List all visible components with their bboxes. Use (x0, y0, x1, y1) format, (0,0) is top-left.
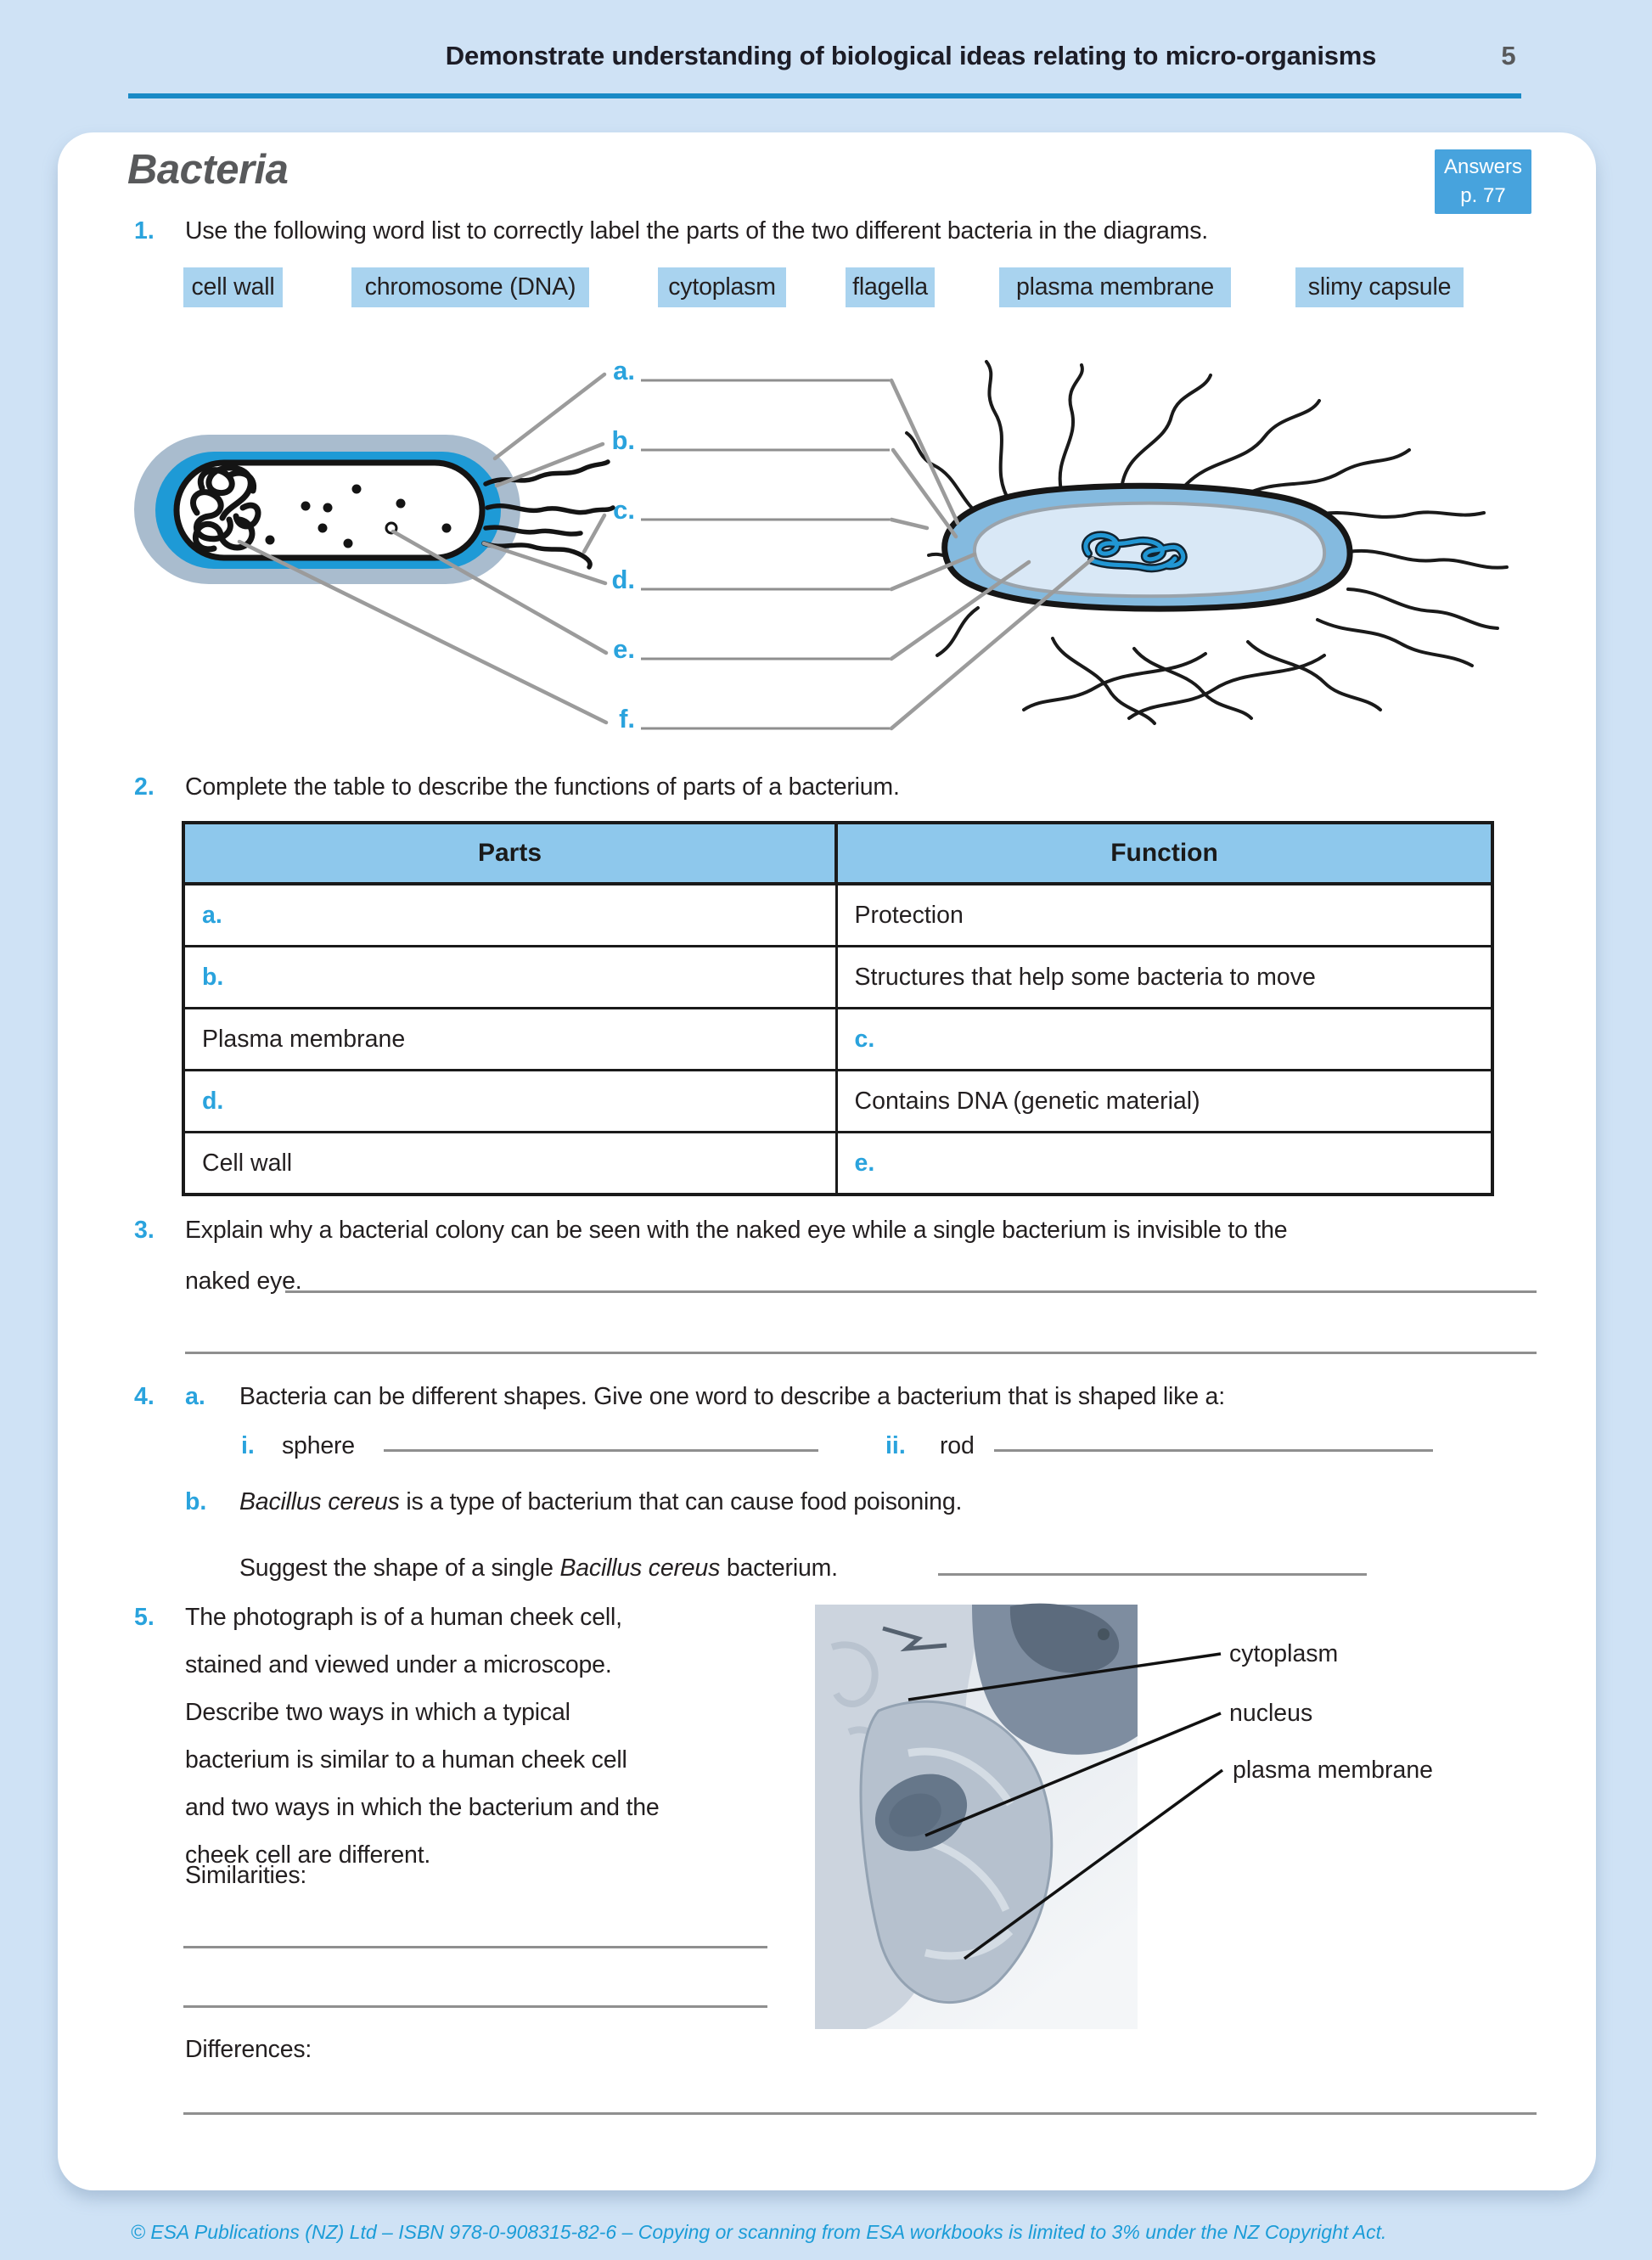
q2-text: Complete the table to describe the functions of parts of a bacterium. (185, 773, 900, 801)
photo-label-plasma-membrane: plasma membrane (1233, 1757, 1434, 1784)
table-cell-part-b[interactable]: b. (183, 947, 836, 1009)
table-header-row (183, 823, 1492, 884)
table-cell-function-e[interactable]: e. (836, 1133, 1492, 1195)
q5-text-line5: and two ways in which the bacterium and the (185, 1794, 660, 1821)
word-chip-plasma-membrane: plasma membrane (999, 267, 1231, 307)
header-rule (128, 93, 1521, 98)
page-title: Bacteria (127, 147, 289, 193)
q1-number: 1. (134, 217, 155, 245)
table-cell-function-c[interactable]: c. (836, 1009, 1492, 1071)
table-cell-function-dna: Contains DNA (genetic material) (836, 1071, 1492, 1133)
q5-similarities-label: Similarities: (185, 1862, 307, 1889)
table-row (183, 1071, 1492, 1133)
q1-label-d: d. (611, 565, 635, 594)
q2-number: 2. (134, 773, 155, 801)
table-row (183, 1133, 1492, 1195)
q1-label-c: c. (613, 495, 635, 525)
photo-label-cytoplasm: cytoplasm (1229, 1640, 1339, 1667)
q4a-i-label: i. (241, 1432, 255, 1459)
word-chip-cell-wall: cell wall (183, 267, 283, 307)
cheek-cell-photo-image (815, 1604, 1138, 2029)
table-cell-part-a[interactable]: a. (183, 884, 836, 947)
q4a-i-answer-line[interactable] (384, 1430, 818, 1452)
q4b-species-italic: Bacillus cereus (239, 1488, 400, 1515)
page-header-title: Demonstrate understanding of biological ideas relating to micro-organisms (445, 41, 1377, 70)
q4b-line2 (239, 1554, 838, 1583)
q4b-line2-species-italic: Bacillus cereus (559, 1554, 721, 1582)
table-row (183, 884, 1492, 947)
q4b-line2-post: bacterium. (720, 1554, 838, 1582)
page-number: 5 (1501, 41, 1516, 70)
q3-number: 3. (134, 1217, 155, 1244)
q1-label-a: a. (613, 356, 635, 385)
q4a-text: Bacteria can be different shapes. Give one word to describe a bacterium that is shaped like a: (239, 1383, 1225, 1410)
q5-text-line2: stained and viewed under a microscope. (185, 1651, 612, 1678)
q3-text-line2: naked eye. (185, 1268, 302, 1295)
q4b-label: b. (185, 1488, 207, 1515)
q5-differences-line[interactable] (183, 2091, 1537, 2115)
word-chip-flagella: flagella (846, 267, 935, 307)
table-row (183, 1009, 1492, 1071)
q4a-i-word: sphere (282, 1432, 355, 1459)
word-chip-cytoplasm: cytoplasm (658, 267, 786, 307)
q4a-ii-label: ii. (885, 1432, 906, 1459)
q4b-text-rest: is a type of bacterium that can cause food poisoning. (399, 1488, 963, 1515)
q1-label-f: f. (619, 704, 635, 734)
q5-similarities-line-1[interactable] (183, 1925, 767, 1948)
footer-copyright-text: © ESA Publications (NZ) Ltd – ISBN 978-0-908315-82-6 – Copying or scanning from ESA workbooks is limited to 3% under the NZ Copyright Act. (131, 2221, 1387, 2243)
q5-text-line3: Describe two ways in which a typical (185, 1699, 570, 1726)
q4a-label: a. (185, 1383, 205, 1410)
q4b-answer-line[interactable] (938, 1554, 1367, 1576)
q1-text: Use the following word list to correctly label the parts of the two different bacteria in the diagrams. (185, 217, 1208, 245)
q5-text-line4: bacterium is similar to a human cheek cell (185, 1746, 627, 1774)
q3-text-line1: Explain why a bacterial colony can be seen with the naked eye while a single bacterium is invisible to the (185, 1217, 1288, 1244)
q5-number: 5. (134, 1604, 155, 1631)
table-cell-function-protection: Protection (836, 884, 1492, 947)
q3-answer-line-1[interactable] (285, 1269, 1537, 1293)
word-chip-slimy-capsule: slimy capsule (1295, 267, 1464, 307)
q3-answer-line-2[interactable] (185, 1330, 1537, 1354)
q1-label-b: b. (611, 425, 635, 455)
cheek-cell-photo (798, 1596, 1545, 2038)
q4a-ii-answer-line[interactable] (994, 1430, 1433, 1452)
bacteria-diagram (102, 352, 1545, 756)
table-row (183, 947, 1492, 1009)
answers-badge-line2: p. 77 (1460, 184, 1506, 207)
q1-blanks (641, 380, 890, 728)
q4b-text (239, 1487, 962, 1517)
table-cell-function-move: Structures that help some bacteria to move (836, 947, 1492, 1009)
word-chip-chromosome-dna: chromosome (DNA) (351, 267, 589, 307)
q5-differences-label: Differences: (185, 2036, 312, 2063)
table-cell-part-cell-wall: Cell wall (183, 1133, 836, 1195)
right-bacterium-diagram (907, 362, 1507, 723)
parts-function-table (182, 821, 1494, 1196)
q5-text-line1: The photograph is of a human cheek cell, (185, 1604, 622, 1631)
answers-badge (1435, 149, 1531, 214)
q5-similarities-line-2[interactable] (183, 1984, 767, 2008)
table-cell-part-plasma-membrane: Plasma membrane (183, 1009, 836, 1071)
table-header-function: Function (836, 823, 1492, 884)
q4b-line2-pre: Suggest the shape of a single (239, 1554, 560, 1582)
photo-label-nucleus: nucleus (1229, 1700, 1313, 1727)
q4-number: 4. (134, 1383, 155, 1410)
q1-label-e: e. (613, 634, 635, 664)
table-cell-part-d[interactable]: d. (183, 1071, 836, 1133)
table-header-parts: Parts (183, 823, 836, 884)
q4a-ii-word: rod (940, 1432, 975, 1459)
answers-badge-line1: Answers (1443, 155, 1523, 178)
q5-text-line6: cheek cell are different. (185, 1841, 431, 1869)
